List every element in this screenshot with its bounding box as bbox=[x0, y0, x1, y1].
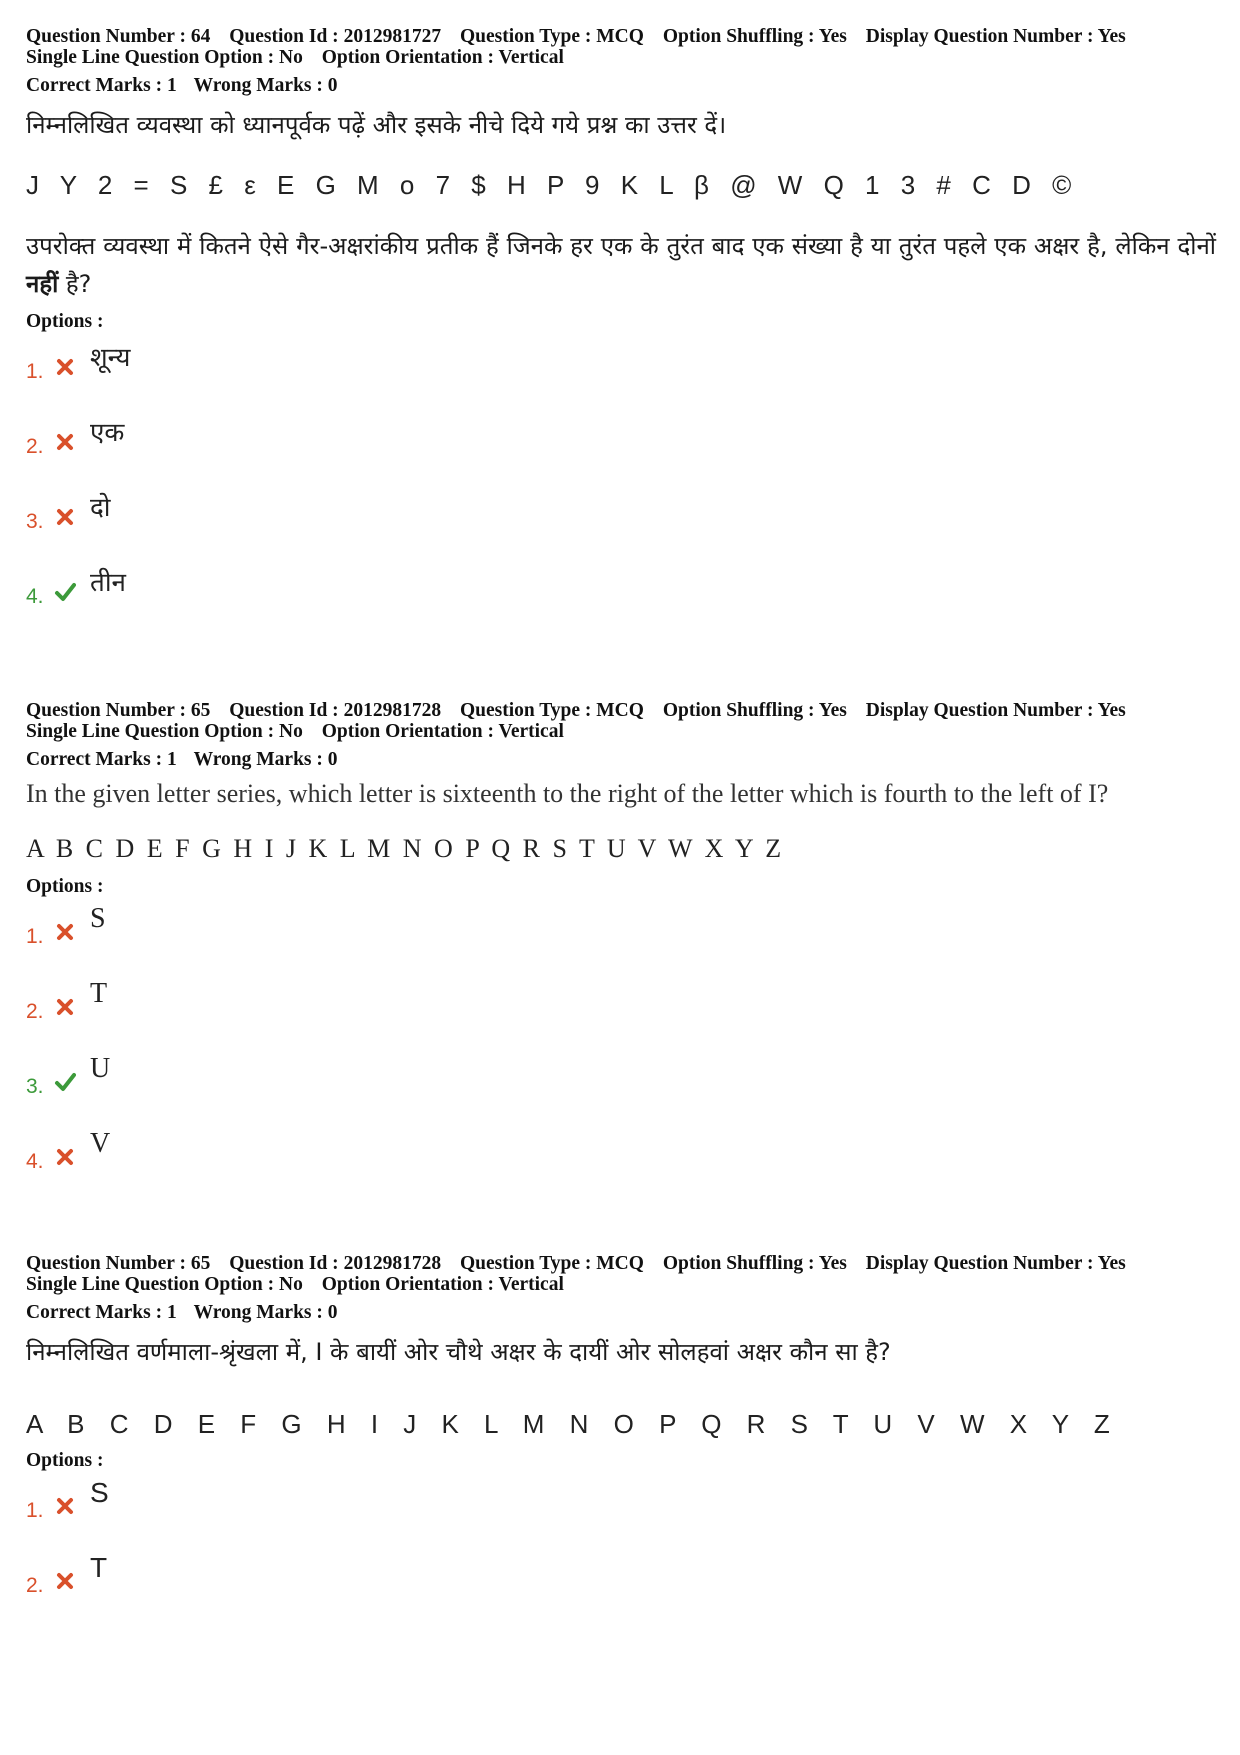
question-text-2 bbox=[26, 227, 1216, 303]
options-list bbox=[26, 338, 1216, 638]
option-item[interactable] bbox=[26, 488, 1216, 563]
marks-line bbox=[26, 75, 1216, 96]
option-number: 4. bbox=[26, 1150, 44, 1173]
label-option-orientation: Option Orientation : bbox=[321, 47, 494, 68]
option-item[interactable] bbox=[26, 1552, 1216, 1627]
option-item-correct[interactable] bbox=[26, 1053, 1216, 1128]
label-option-shuffling: Option Shuffling : bbox=[662, 26, 815, 47]
question-meta-line-2 bbox=[26, 47, 1216, 68]
label-question-id: Question Id : bbox=[229, 26, 339, 47]
question-id: 2012981728 bbox=[343, 700, 442, 721]
question-text-2-part-c: है? bbox=[65, 270, 92, 298]
option-number: 3. bbox=[26, 1075, 44, 1098]
cross-icon bbox=[54, 431, 76, 453]
question-text-2-part-a: उपरोक्त व्यवस्था में कितने ऐसे गैर-अक्षरांकीय प्रतीक हैं जिनके हर एक के तुरंत बाद एक संख्या है या तुरंत पहले एक अक्षर है, लेकिन दोनों bbox=[26, 232, 1216, 260]
question-type: MCQ bbox=[596, 700, 644, 721]
letter-series: A B C D E F G H I J K L M N O P Q R S T U V W X Y Z bbox=[26, 1409, 1119, 1439]
option-text: U bbox=[90, 1053, 111, 1084]
label-correct-marks: Correct Marks : bbox=[26, 1302, 163, 1323]
option-item[interactable] bbox=[26, 978, 1216, 1053]
option-item[interactable] bbox=[26, 413, 1216, 488]
cross-icon bbox=[54, 356, 76, 378]
cross-icon bbox=[54, 506, 76, 528]
label-display-question-number: Display Question Number : bbox=[865, 1253, 1094, 1274]
option-item[interactable] bbox=[26, 1128, 1216, 1203]
option-item[interactable] bbox=[26, 903, 1216, 978]
question-block-64 bbox=[26, 26, 1216, 638]
label-option-orientation: Option Orientation : bbox=[321, 721, 494, 742]
label-question-id: Question Id : bbox=[229, 1253, 339, 1274]
correct-marks: 1 bbox=[166, 75, 177, 96]
option-number: 2. bbox=[26, 435, 44, 458]
question-meta-line-1 bbox=[26, 700, 1216, 721]
label-wrong-marks: Wrong Marks : bbox=[193, 749, 323, 770]
option-orientation: Vertical bbox=[498, 721, 564, 742]
marks-line bbox=[26, 749, 1216, 770]
label-display-question-number: Display Question Number : bbox=[865, 700, 1094, 721]
wrong-marks: 0 bbox=[327, 1302, 338, 1323]
question-id: 2012981727 bbox=[343, 26, 442, 47]
cross-icon bbox=[54, 1495, 76, 1517]
option-text: तीन bbox=[90, 568, 126, 598]
cross-icon bbox=[54, 1146, 76, 1168]
label-wrong-marks: Wrong Marks : bbox=[193, 75, 323, 96]
option-orientation: Vertical bbox=[498, 1274, 564, 1295]
question-block-65-hi bbox=[26, 1253, 1216, 1627]
options-list bbox=[26, 903, 1216, 1203]
label-correct-marks: Correct Marks : bbox=[26, 749, 163, 770]
question-number: 65 bbox=[190, 1253, 211, 1274]
label-correct-marks: Correct Marks : bbox=[26, 75, 163, 96]
question-meta-line-2 bbox=[26, 1274, 1216, 1295]
option-shuffling: Yes bbox=[818, 700, 847, 721]
question-text: In the given letter series, which letter is sixteenth to the right of the letter which is fourth to the left of I? bbox=[26, 779, 1109, 808]
option-text: S bbox=[90, 903, 106, 934]
label-single-line-option: Single Line Question Option : bbox=[26, 721, 275, 742]
wrong-marks: 0 bbox=[327, 749, 338, 770]
option-text: T bbox=[90, 978, 108, 1009]
option-number: 2. bbox=[26, 1000, 44, 1023]
marks-line bbox=[26, 1302, 1216, 1323]
option-shuffling: Yes bbox=[818, 1253, 847, 1274]
label-question-number: Question Number : bbox=[26, 700, 186, 721]
label-single-line-option: Single Line Question Option : bbox=[26, 1274, 275, 1295]
display-question-number: Yes bbox=[1097, 26, 1126, 47]
check-icon bbox=[54, 581, 76, 603]
options-label: Options : bbox=[26, 876, 104, 897]
options-label: Options : bbox=[26, 1450, 104, 1471]
wrong-marks: 0 bbox=[327, 75, 338, 96]
question-number: 65 bbox=[190, 700, 211, 721]
label-single-line-option: Single Line Question Option : bbox=[26, 47, 275, 68]
cross-icon bbox=[54, 1570, 76, 1592]
option-text: शून्य bbox=[90, 343, 131, 373]
single-line-option: No bbox=[279, 721, 303, 742]
option-orientation: Vertical bbox=[498, 47, 564, 68]
question-type: MCQ bbox=[596, 1253, 644, 1274]
label-question-id: Question Id : bbox=[229, 700, 339, 721]
label-question-type: Question Type : bbox=[459, 1253, 592, 1274]
option-item[interactable] bbox=[26, 338, 1216, 413]
question-type: MCQ bbox=[596, 26, 644, 47]
question-meta-line-2 bbox=[26, 721, 1216, 742]
label-option-shuffling: Option Shuffling : bbox=[662, 1253, 815, 1274]
option-number: 1. bbox=[26, 1499, 44, 1522]
label-question-number: Question Number : bbox=[26, 26, 186, 47]
options-label: Options : bbox=[26, 311, 104, 332]
single-line-option: No bbox=[279, 47, 303, 68]
label-option-shuffling: Option Shuffling : bbox=[662, 700, 815, 721]
option-text: दो bbox=[90, 493, 111, 523]
label-display-question-number: Display Question Number : bbox=[865, 26, 1094, 47]
cross-icon bbox=[54, 996, 76, 1018]
question-text: निम्नलिखित वर्णमाला-श्रृंखला में, I के बायीं ओर चौथे अक्षर के दायीं ओर सोलहवां अक्षर कौन सा है? bbox=[26, 1338, 891, 1366]
correct-marks: 1 bbox=[166, 749, 177, 770]
option-item[interactable] bbox=[26, 1477, 1216, 1552]
option-text: V bbox=[90, 1128, 111, 1159]
single-line-option: No bbox=[279, 1274, 303, 1295]
label-question-number: Question Number : bbox=[26, 1253, 186, 1274]
option-number: 3. bbox=[26, 510, 44, 533]
options-list bbox=[26, 1477, 1216, 1627]
label-wrong-marks: Wrong Marks : bbox=[193, 1302, 323, 1323]
option-shuffling: Yes bbox=[818, 26, 847, 47]
option-number: 1. bbox=[26, 925, 44, 948]
option-number: 2. bbox=[26, 1574, 44, 1597]
symbol-series: J Y 2 = S £ ε E G M ο 7 $ H P 9 K L β @ W Q 1 3 # C D © bbox=[26, 170, 1079, 200]
document-page bbox=[26, 26, 1216, 1627]
question-number: 64 bbox=[190, 26, 211, 47]
cross-icon bbox=[54, 921, 76, 943]
option-number: 4. bbox=[26, 585, 44, 608]
check-icon bbox=[54, 1071, 76, 1093]
display-question-number: Yes bbox=[1097, 700, 1126, 721]
letter-series: A B C D E F G H I J K L M N O P Q R S T U V W X Y Z bbox=[26, 834, 785, 863]
display-question-number: Yes bbox=[1097, 1253, 1126, 1274]
question-block-65-en bbox=[26, 700, 1216, 1203]
label-option-orientation: Option Orientation : bbox=[321, 1274, 494, 1295]
label-question-type: Question Type : bbox=[459, 700, 592, 721]
correct-marks: 1 bbox=[166, 1302, 177, 1323]
option-text: S bbox=[90, 1477, 109, 1508]
question-text-emphasis: नहीं bbox=[26, 270, 59, 298]
option-item-correct[interactable] bbox=[26, 563, 1216, 638]
question-meta-line-1 bbox=[26, 26, 1216, 47]
label-question-type: Question Type : bbox=[459, 26, 592, 47]
option-text: T bbox=[90, 1552, 108, 1583]
option-number: 1. bbox=[26, 360, 44, 383]
option-text: एक bbox=[90, 418, 125, 448]
question-text: निम्नलिखित व्यवस्था को ध्यानपूर्वक पढ़ें और इसके नीचे दिये गये प्रश्न का उत्तर दें। bbox=[26, 111, 727, 139]
question-meta-line-1 bbox=[26, 1253, 1216, 1274]
question-id: 2012981728 bbox=[343, 1253, 442, 1274]
